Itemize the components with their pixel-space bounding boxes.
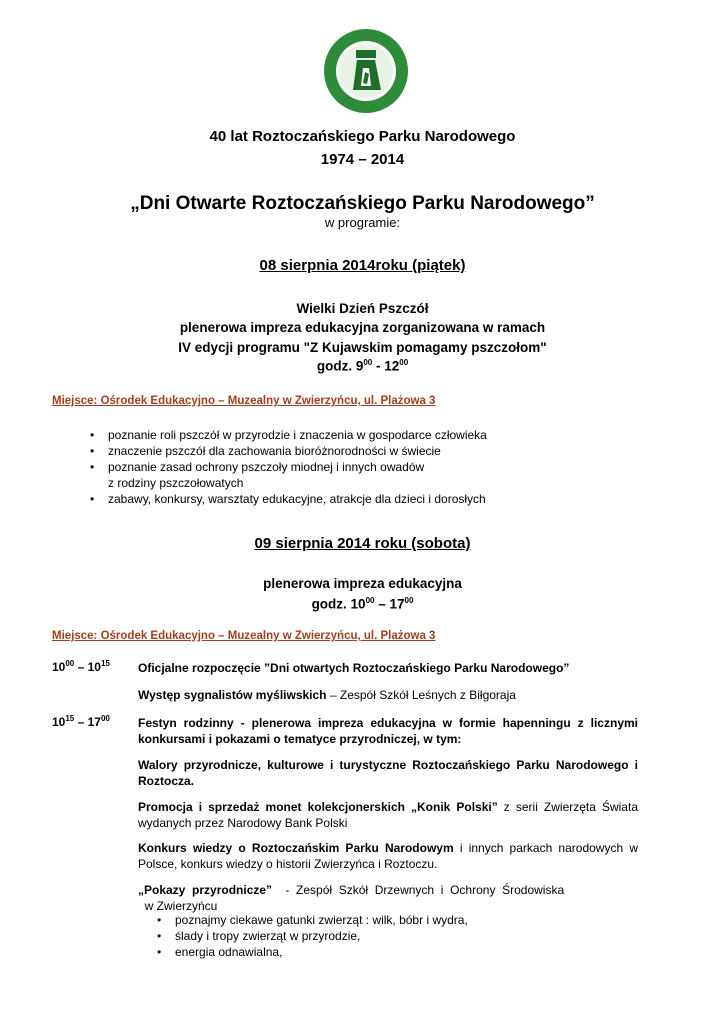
nature-shows-list xyxy=(157,912,637,960)
nature-shows-location: w Zwierzyńcu xyxy=(138,899,218,913)
list-item: • zabawy, konkursy, warsztaty edukacyjne, atrakcje dla dzieci i dorosłych xyxy=(90,491,650,507)
nature-values: Walory przyrodnicze, kulturowe i turystyczne Roztoczańskiego Parku Narodowego i Roztocza. xyxy=(138,758,638,788)
park-emblem-icon xyxy=(323,28,409,114)
anniversary-title: 40 lat Roztoczańskiego Parku Narodowego xyxy=(209,128,516,145)
slot1-time: $10^{00} - 10^{15}$ xyxy=(52,659,110,674)
day1-event-title: Wielki Dzień Pszczół xyxy=(296,301,429,316)
day1-date: 08 sierpnia 2014roku (piątek) xyxy=(259,257,466,274)
opening-ceremony: Oficjalne rozpoczęcie ”Dni otwartych Roztoczańskiego Parku Narodowego” xyxy=(138,661,570,675)
day1-event-desc: plenerowa impreza edukacyjna zorganizowana w ramach xyxy=(179,320,546,335)
day1-activities-list xyxy=(90,427,650,507)
hunters-performance: Występ sygnalistów myśliwskich – Zespół Szkół Leśnych z Biłgoraja xyxy=(138,688,516,702)
list-item: • poznanie roli pszczół w przyrodzie i znaczenia w gospodarce człowieka xyxy=(90,427,650,443)
list-item: • poznanie zasad ochrony pszczoły miodnej i innych owadów z rodziny pszczołowatych xyxy=(90,459,650,491)
list-item: • energia odnawialna, xyxy=(157,944,637,960)
day2-event-title: plenerowa impreza edukacyjna xyxy=(263,576,462,591)
day2-hours: godz. $10^{00} - 17^{00}$ xyxy=(311,596,414,612)
list-item: • poznajmy ciekawe gatunki zwierząt : wilk, bóbr i wydra, xyxy=(157,912,637,928)
day1-event-program: IV edycji programu "Z Kujawskim pomagamy pszczołom" xyxy=(178,340,547,355)
slot2-time: $10^{15} - 17^{00}$ xyxy=(52,714,110,729)
program-subtitle: w programie: xyxy=(324,215,401,230)
nature-shows: „Pokazy przyrodnicze” - Zespół Szkół Drzewnych i Ochrony Środowiska xyxy=(138,883,565,897)
family-festival: Festyn rodzinny - plenerowa impreza edukacyjna w formie hapenningu z licznymi konkursami i pokazami o tematyce przyrodniczej, w tym: xyxy=(138,716,638,746)
event-title: „Dni Otwarte Roztoczańskiego Parku Narodowego” xyxy=(130,193,595,214)
day2-date: 09 sierpnia 2014 roku (sobota) xyxy=(254,535,471,552)
list-item: • ślady i tropy zwierząt w przyrodzie, xyxy=(157,928,637,944)
day1-venue: Miejsce: Ośrodek Edukacyjno – Muzealny w Zwierzyńcu, ul. Plażowa 3 xyxy=(52,395,436,407)
day2-venue: Miejsce: Ośrodek Edukacyjno – Muzealny w Zwierzyńcu, ul. Plażowa 3 xyxy=(52,630,436,642)
knowledge-contest: Konkurs wiedzy o Roztoczańskim Parku Narodowym i innych parkach narodowych w Polsce, konkurs wiedzy o historii Zwierzyńca i Roztoczu. xyxy=(138,841,638,871)
list-item: • znaczenie pszczół dla zachowania bioróżnorodności w świecie xyxy=(90,443,650,459)
day1-hours: godz. $9^{00} - 12^{00}$ xyxy=(316,358,409,374)
park-logo xyxy=(323,28,409,114)
anniversary-years: 1974 – 2014 xyxy=(320,151,405,168)
coin-promotion: Promocja i sprzedaż monet kolekcjonerskich „Konik Polski” z serii Zwierzęta Świata wydanych przez Narodowy Bank Polski xyxy=(138,800,638,830)
